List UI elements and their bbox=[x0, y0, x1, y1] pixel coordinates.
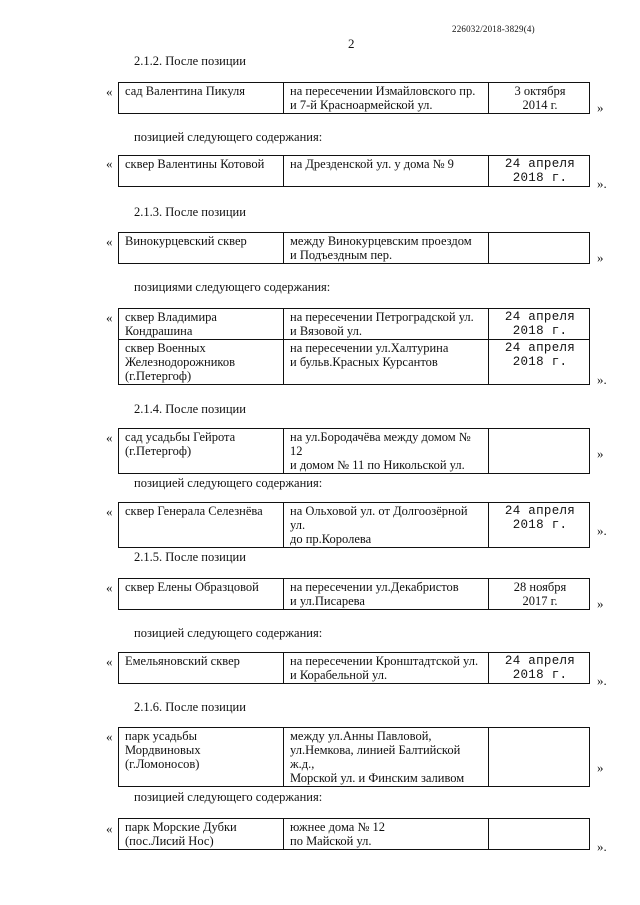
heading-2-1-6: 2.1.6. После позиции bbox=[134, 700, 246, 714]
table-row bbox=[119, 429, 590, 474]
table-row bbox=[119, 233, 590, 264]
open-quote: « bbox=[106, 430, 113, 445]
open-quote: « bbox=[106, 580, 113, 595]
object-location: на Ольховой ул. от Долгоозёрной ул. до пр.Королева bbox=[284, 503, 489, 548]
open-quote: « bbox=[106, 729, 113, 744]
replacement-intro: позициями следующего содержания: bbox=[134, 280, 331, 294]
object-name: сквер Военных Железнодорожников (г.Петергоф) bbox=[119, 340, 284, 385]
object-date-stamp: 24 апреля 2018 г. bbox=[489, 503, 590, 548]
open-quote: « bbox=[106, 234, 113, 249]
table-row bbox=[119, 819, 590, 850]
object-name: сквер Владимира Кондрашина bbox=[119, 309, 284, 340]
heading-2-1-3: 2.1.3. После позиции bbox=[134, 205, 246, 219]
replacement-intro: позицией следующего содержания: bbox=[134, 626, 323, 640]
object-location: на Дрезденской ул. у дома № 9 bbox=[284, 156, 489, 187]
object-date bbox=[489, 819, 590, 850]
entry-table bbox=[118, 818, 590, 850]
close-quote: » bbox=[597, 446, 604, 461]
close-quote: » bbox=[597, 250, 604, 265]
object-date bbox=[489, 233, 590, 264]
object-location: на пересечении Петроградской ул. и Вязовой ул. bbox=[284, 309, 489, 340]
entry-table bbox=[118, 652, 590, 684]
object-date-stamp: 24 апреля 2018 г. bbox=[489, 309, 590, 340]
object-date-stamp: 24 апреля 2018 г. bbox=[489, 340, 590, 385]
object-date: 3 октября 2014 г. bbox=[489, 83, 590, 114]
object-location: между Винокурцевским проездом и Подъездным пер. bbox=[284, 233, 489, 264]
object-name: сад Валентина Пикуля bbox=[119, 83, 284, 114]
heading-2-1-5: 2.1.5. После позиции bbox=[134, 550, 246, 564]
open-quote: « bbox=[106, 504, 113, 519]
table-row bbox=[119, 503, 590, 548]
open-quote: « bbox=[106, 821, 113, 836]
close-quote: ». bbox=[597, 523, 607, 538]
entry-table bbox=[118, 155, 590, 187]
object-location: на пересечении Кронштадтской ул. и Корабельной ул. bbox=[284, 653, 489, 684]
close-quote: ». bbox=[597, 176, 607, 191]
open-quote: « bbox=[106, 84, 113, 99]
object-date bbox=[489, 728, 590, 787]
object-name: Винокурцевский сквер bbox=[119, 233, 284, 264]
object-location: на ул.Бородачёва между домом № 12 и домом № 11 по Никольской ул. bbox=[284, 429, 489, 474]
object-name: парк усадьбы Мордвиновых (г.Ломоносов) bbox=[119, 728, 284, 787]
close-quote: » bbox=[597, 596, 604, 611]
object-location: на пересечении ул.Декабристов и ул.Писарева bbox=[284, 579, 489, 610]
table-row bbox=[119, 653, 590, 684]
close-quote: » bbox=[597, 100, 604, 115]
replacement-intro: позицией следующего содержания: bbox=[134, 476, 323, 490]
object-name: сквер Елены Образцовой bbox=[119, 579, 284, 610]
page-number: 2 bbox=[348, 36, 355, 51]
object-name: парк Морские Дубки (пос.Лисий Нос) bbox=[119, 819, 284, 850]
entry-table bbox=[118, 727, 590, 787]
table-row bbox=[119, 340, 590, 385]
open-quote: « bbox=[106, 310, 113, 325]
object-name: Емельяновский сквер bbox=[119, 653, 284, 684]
table-row bbox=[119, 156, 590, 187]
open-quote: « bbox=[106, 654, 113, 669]
entry-table bbox=[118, 82, 590, 114]
close-quote: ». bbox=[597, 839, 607, 854]
table-row bbox=[119, 309, 590, 340]
entry-table bbox=[118, 232, 590, 264]
close-quote: » bbox=[597, 760, 604, 775]
entry-table bbox=[118, 428, 590, 474]
object-date: 28 ноября 2017 г. bbox=[489, 579, 590, 610]
object-name: сквер Валентины Котовой bbox=[119, 156, 284, 187]
close-quote: ». bbox=[597, 673, 607, 688]
object-date-stamp: 24 апреля 2018 г. bbox=[489, 156, 590, 187]
table-row bbox=[119, 579, 590, 610]
entry-table bbox=[118, 308, 590, 385]
heading-2-1-2: 2.1.2. После позиции bbox=[134, 54, 246, 68]
heading-2-1-4: 2.1.4. После позиции bbox=[134, 402, 246, 416]
object-location: между ул.Анны Павловой, ул.Немкова, линией Балтийской ж.д., Морской ул. и Финским заливом bbox=[284, 728, 489, 787]
object-name: сквер Генерала Селезнёва bbox=[119, 503, 284, 548]
document-registration-number: 226032/2018-3829(4) bbox=[452, 24, 535, 34]
table-row bbox=[119, 728, 590, 787]
object-location: на пересечении ул.Халтурина и бульв.Красных Курсантов bbox=[284, 340, 489, 385]
entry-table bbox=[118, 502, 590, 548]
close-quote: ». bbox=[597, 372, 607, 387]
replacement-intro: позицией следующего содержания: bbox=[134, 790, 323, 804]
entry-table bbox=[118, 578, 590, 610]
object-name: сад усадьбы Гейрота (г.Петергоф) bbox=[119, 429, 284, 474]
object-location: на пересечении Измайловского пр. и 7-й Красноармейской ул. bbox=[284, 83, 489, 114]
object-location: южнее дома № 12 по Майской ул. bbox=[284, 819, 489, 850]
open-quote: « bbox=[106, 156, 113, 171]
replacement-intro: позицией следующего содержания: bbox=[134, 130, 323, 144]
table-row bbox=[119, 83, 590, 114]
object-date-stamp: 24 апреля 2018 г. bbox=[489, 653, 590, 684]
object-date bbox=[489, 429, 590, 474]
